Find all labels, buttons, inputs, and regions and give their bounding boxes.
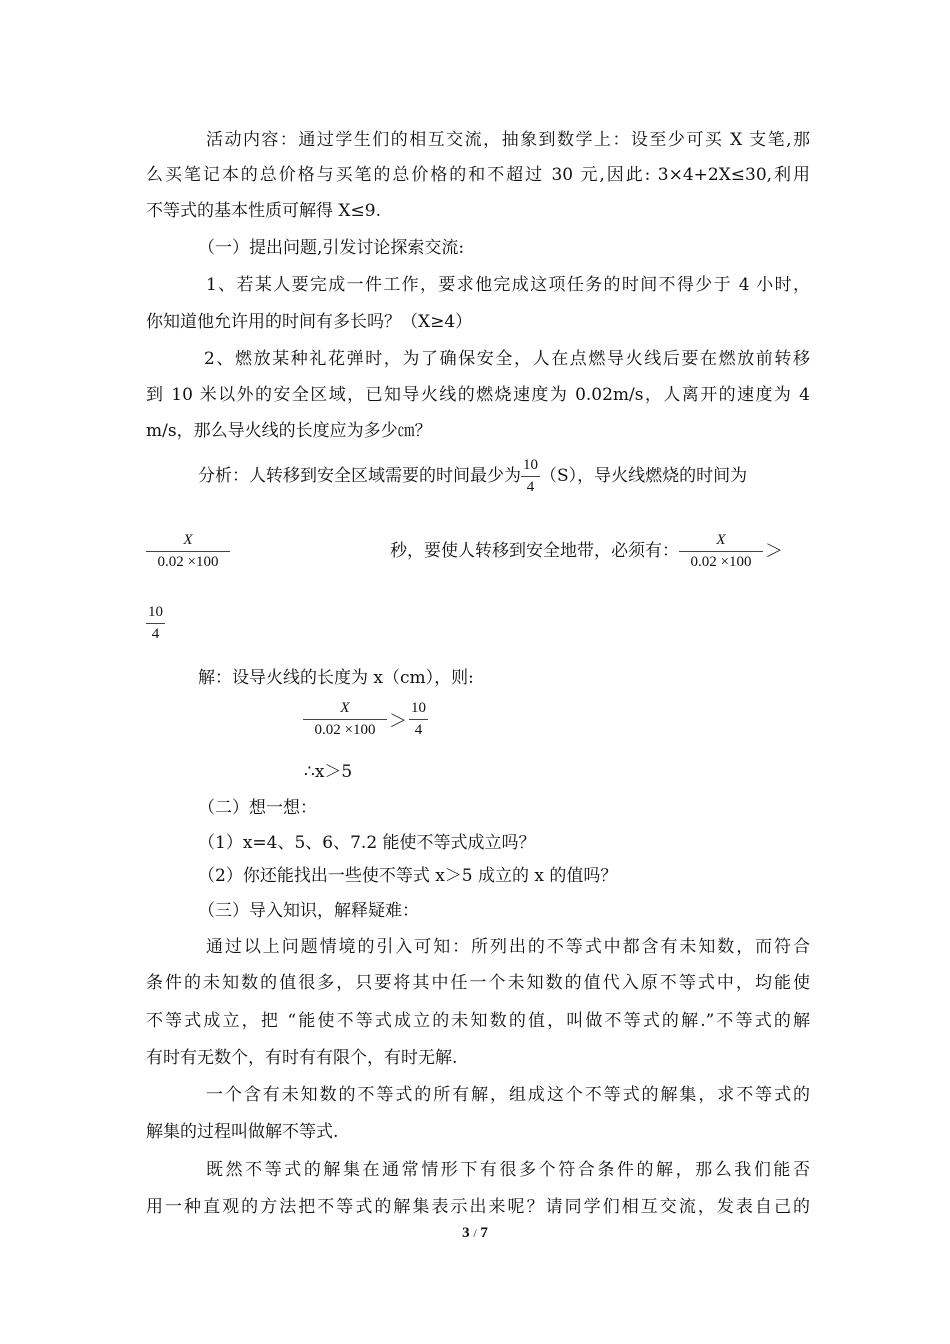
explanation-line-3: 不等式成立，把 “能使不等式成立的未知数的值，叫做不等式的解.”不等式的解 [146, 1011, 810, 1031]
fraction-x-over-speed [146, 532, 230, 571]
paragraph-activity-line-3: 不等式的基本性质可解得 X≤9. [146, 201, 381, 221]
think-question-1: （1）x=4、5、6、7.2 能使不等式成立吗？ [198, 833, 536, 853]
inequality [303, 700, 428, 739]
question-2-line-3: m/s，那么导火线的长度应为多少㎝？ [146, 421, 432, 441]
fraction-ten-over-four-3 [409, 700, 428, 739]
question-1-line-2: 你知道他允许用的时间有多长吗？（X≥4） [146, 312, 473, 332]
definition-line-1: 一个含有未知数的不等式的所有解，组成这个不等式的解集，求不等式的 [206, 1085, 810, 1105]
fraction-denominator: 4 [526, 479, 535, 495]
fraction-numerator: X [146, 532, 230, 552]
closing-line-2: 用一种直观的方法把不等式的解集表示出来呢？请同学们相互交流，发表自己的 [146, 1197, 810, 1217]
condition-text: 秒，要使人转移到安全地带，必须有： [390, 541, 679, 561]
fraction-denominator: 0.02 ×100 [690, 554, 752, 570]
result-line: ∴x＞5 [304, 762, 353, 782]
fraction-x-over-speed-3 [303, 700, 387, 739]
question-2-line-2: 到 10 米以外的安全区域，已知导火线的燃烧速度为 0.02m/s，人离开的速度为 4 [146, 385, 810, 405]
fraction-denominator: 4 [151, 626, 160, 642]
page-total: 7 [480, 1225, 488, 1241]
fraction-numerator: 10 [521, 457, 540, 477]
analysis-line [146, 456, 862, 496]
explanation-line-2: 条件的未知数的值很多，只要将其中任一个未知数的值代入原不等式中，均能使 [146, 973, 810, 993]
page-separator: / [473, 1226, 477, 1240]
closing-line-1: 既然不等式的解集在通常情形下有很多个符合条件的解，那么我们能否 [206, 1160, 810, 1180]
think-question-2: （2）你还能找出一些使不等式 x＞5 成立的 x 的值吗？ [198, 866, 618, 886]
fraction-denominator: 0.02 ×100 [157, 554, 219, 570]
analysis-text-end: （S），导火线燃烧的时间为 [540, 466, 748, 486]
section-heading-2: （二）想一想： [198, 798, 317, 818]
fraction-numerator: 10 [146, 604, 165, 624]
paragraph-activity-line-2: 么买笔记本的总价格与买笔的总价格的和不超过 30 元,因此: 3×4+2X≤30,利用 [146, 165, 810, 185]
condition-line [390, 532, 810, 571]
paragraph-activity-line-1: 活动内容：通过学生们的相互交流，抽象到数学上：设至少可买 X 支笔,那 [206, 130, 810, 150]
greater-than-sign: ＞ [389, 710, 407, 732]
fraction-denominator: 0.02 ×100 [314, 722, 376, 738]
explanation-line-4: 有时有无数个，有时有有限个，有时无解. [146, 1048, 458, 1068]
question-2-line-1: 2、燃放某种礼花弹时，为了确保安全，人在点燃导火线后要在燃放前转移 [204, 349, 810, 369]
greater-than-sign: ＞ [765, 541, 783, 562]
fraction-ten-over-four [521, 457, 540, 496]
analysis-text-start: 分析：人转移到安全区域需要的时间最少为 [198, 466, 521, 486]
solution-line: 解：设导火线的长度为 x（cm），则: [198, 668, 474, 688]
fraction-numerator: 10 [409, 700, 428, 720]
section-heading-1: （一）提出问题,引发讨论探索交流: [198, 238, 465, 258]
fraction-denominator: 4 [414, 722, 423, 738]
fraction-numerator: X [303, 700, 387, 720]
fraction-ten-over-four-2 [146, 604, 165, 643]
definition-line-2: 解集的过程叫做解不等式. [146, 1122, 339, 1142]
question-1-line-1: 1、若某人要完成一件工作，要求他完成这项任务的时间不得少于 4 小时， [206, 275, 810, 295]
fraction-numerator: X [679, 532, 763, 552]
fraction-x-over-speed-2 [679, 532, 763, 571]
explanation-line-1: 通过以上问题情境的引入可知：所列出的不等式中都含有未知数，而符合 [206, 937, 810, 957]
section-heading-3: （三）导入知识，解释疑难： [198, 901, 419, 921]
page-number [0, 1225, 950, 1242]
page-current: 3 [462, 1225, 470, 1241]
